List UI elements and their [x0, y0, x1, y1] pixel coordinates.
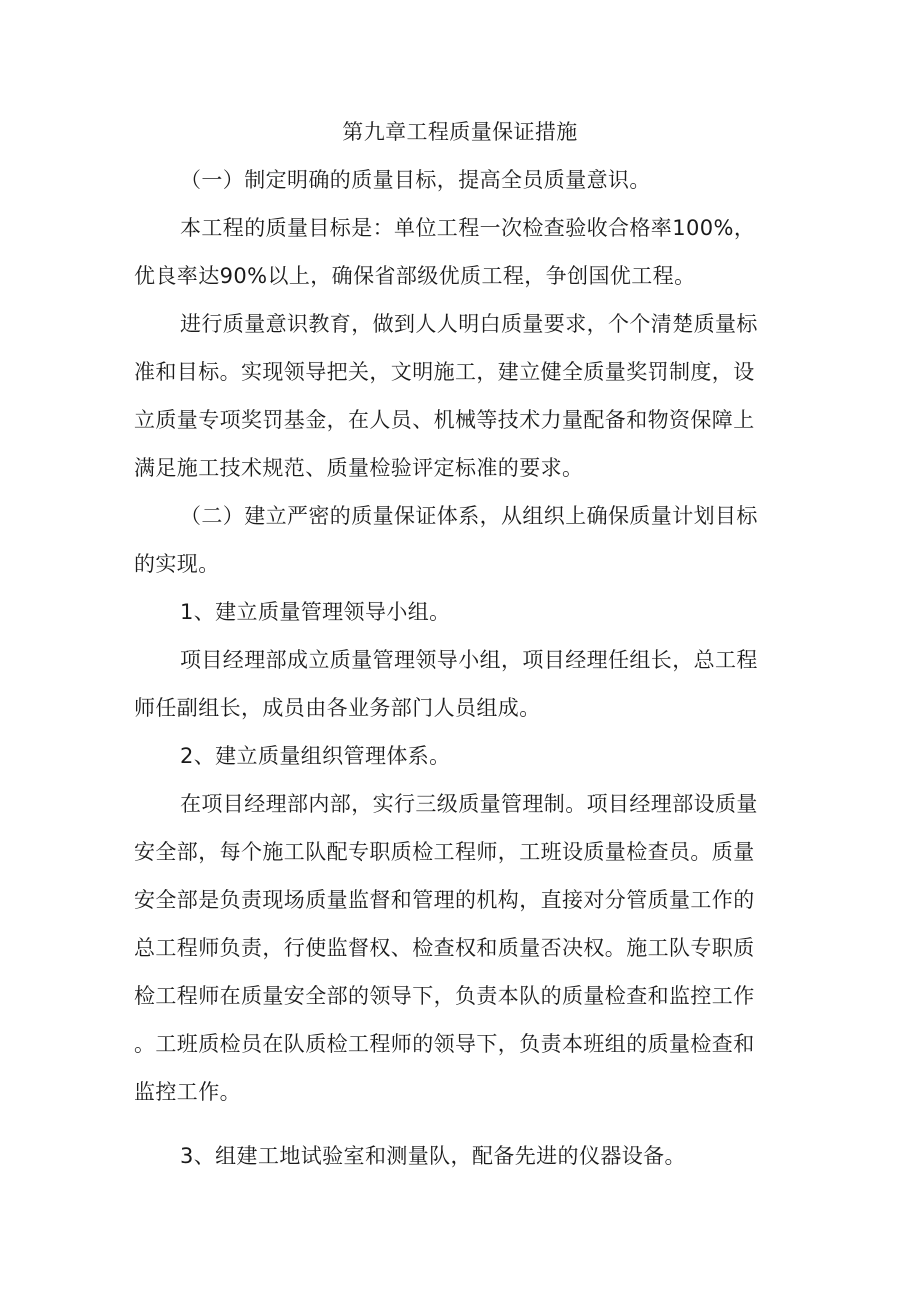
paragraph-1-line-2: 优良率达90%以上，确保省部级优质工程，争创国优工程。: [134, 264, 696, 288]
section-2-heading-line-1: （二）建立严密的质量保证体系，从组织上确保质量计划目标: [180, 504, 758, 528]
item-2-body-line-7: 监控工作。: [134, 1080, 241, 1104]
item-2-heading: 2、建立质量组织管理体系。: [180, 744, 451, 768]
item-2-body-line-4: 总工程师负责，行使监督权、检查权和质量否决权。施工队专职质: [134, 936, 755, 960]
paragraph-2-line-2: 准和目标。实现领导把关，文明施工，建立健全质量奖罚制度，设: [134, 360, 755, 384]
item-2-body-line-2: 安全部，每个施工队配专职质检工程师，工班设质量检查员。质量: [134, 840, 755, 864]
item-3-heading: 3、组建工地试验室和测量队，配备先进的仪器设备。: [180, 1144, 686, 1168]
item-1-heading: 1、建立质量管理领导小组。: [180, 600, 451, 624]
page-title: 第九章工程质量保证措施: [342, 120, 578, 144]
item-2-body-line-5: 检工程师在质量安全部的领导下，负责本队的质量检查和监控工作: [134, 984, 755, 1008]
paragraph-1-line-1: 本工程的质量目标是：单位工程一次检查验收合格率100%，: [180, 216, 756, 240]
paragraph-2-line-3: 立质量专项奖罚基金，在人员、机械等技术力量配备和物资保障上: [134, 408, 755, 432]
item-2-body-line-1: 在项目经理部内部，实行三级质量管理制。项目经理部设质量: [180, 792, 758, 816]
section-2-heading-line-2: 的实现。: [134, 552, 220, 576]
paragraph-2-line-4: 满足施工技术规范、质量检验评定标准的要求。: [134, 456, 584, 480]
item-2-body-line-3: 安全部是负责现场质量监督和管理的机构，直接对分管质量工作的: [134, 888, 755, 912]
item-2-body-line-6: 。工班质检员在队质检工程师的领导下，负责本班组的质量检查和: [134, 1032, 755, 1056]
item-1-body-line-2: 师任副组长，成员由各业务部门人员组成。: [134, 696, 541, 720]
item-1-body-line-1: 项目经理部成立质量管理领导小组，项目经理任组长，总工程: [180, 648, 758, 672]
section-1-heading: （一）制定明确的质量目标，提高全员质量意识。: [180, 168, 651, 192]
paragraph-2-line-1: 进行质量意识教育，做到人人明白质量要求，个个清楚质量标: [180, 312, 758, 336]
